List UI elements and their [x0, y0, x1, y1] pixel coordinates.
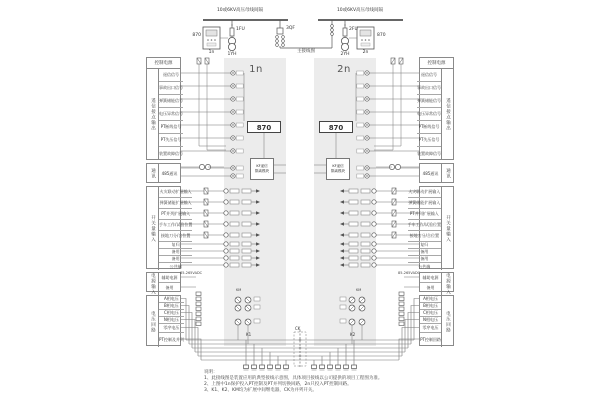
table-row: 手车工作/试验位置: [408, 220, 441, 231]
left-table-group5: [146, 295, 184, 346]
left-table-group2: [146, 163, 181, 183]
device-right-model: 870: [377, 33, 386, 38]
main-wiring-label: 主接线图: [297, 49, 315, 54]
table-row: N相电压: [159, 317, 184, 324]
notes-block: [204, 370, 484, 394]
table-row: 装置故障信号: [417, 150, 441, 156]
table-row: 装置故障信号: [159, 150, 183, 156]
left-g1-vertical-label: 遥信接点输出: [147, 69, 159, 160]
relay-870-right: [319, 121, 353, 133]
table-row: 遥信信号: [159, 69, 183, 82]
table-row: PT控制及并列: [159, 337, 184, 342]
relay-870-right-label: 870: [328, 124, 344, 132]
bus-left-label: 10或6KV高压母线间隔: [216, 8, 264, 13]
table-row: 弹簧储能扩展输入: [159, 198, 192, 209]
table-row: 辅助电源: [159, 273, 180, 283]
table-row: 备用: [159, 256, 192, 263]
kf-module-left-line1: KF遥信: [256, 164, 268, 169]
table-row: A相电压: [159, 296, 184, 303]
table-row: 遥信信号: [417, 69, 441, 82]
left-g1-header: 控制电源: [147, 58, 180, 69]
left-g3-vertical-label: 开关量输入: [147, 187, 159, 270]
tie-breaker-label: 3QF: [286, 26, 295, 31]
power-note-right: 85-265VADC: [398, 271, 421, 275]
fuse-right-label: 2FU: [349, 27, 358, 32]
relay-module-right-label: KM: [356, 288, 362, 292]
right-g1-header: 控制电源: [420, 58, 453, 69]
table-row: 备用: [408, 249, 441, 256]
kf-module-right: [326, 158, 350, 180]
note-item-3: 3、K1、K2、KM均为扩展中间继电器，CK为并列开关。: [204, 388, 317, 393]
left-g2-vertical-label: 通讯: [147, 164, 159, 183]
table-row: 事故出口信号: [417, 82, 441, 95]
kf-module-right-line2: 隔离模块: [331, 169, 345, 173]
table-row: 弹簧储能信号: [417, 95, 441, 108]
table-row: C相电压: [420, 310, 441, 317]
right-table-group1: [419, 57, 454, 160]
table-row: 火灾联动扩展输入: [408, 187, 441, 198]
right-g3-vertical-label: 开关量输入: [441, 187, 453, 270]
table-row: C相电压: [159, 310, 184, 317]
relay-module-left-label: KM: [236, 288, 242, 292]
table-row: 手车工作/试验位置: [159, 220, 192, 231]
panel-2n-title: 2n: [337, 64, 351, 75]
relay-870-left-label: 870: [256, 124, 272, 132]
right-table-group3: [407, 186, 454, 269]
table-row: PT失压信号: [159, 134, 183, 147]
note-item-2: 2、上图中1n保护投入PT控制及PT并列切换回路，2n只投入PT控制回路。: [204, 382, 352, 387]
right-g2-vertical-label: 通讯: [441, 164, 453, 183]
relay-k2-label: K2: [350, 332, 356, 337]
table-row: 485通讯: [422, 170, 439, 176]
pt-right-label: 2YH: [340, 52, 350, 57]
note-item-1: 1、此接线图是装置应用的典型接线示意图，具体项目接线以公司提供的项目工程图为准。: [204, 376, 383, 381]
relay-870-left: [247, 121, 281, 133]
kf-module-left-line2: 隔离模块: [255, 169, 269, 173]
table-row: 事故出口信号: [159, 82, 183, 95]
table-row: 零序电压: [420, 324, 441, 333]
kf-module-right-line1: KF遥信: [332, 164, 344, 169]
table-row: N相电压: [420, 317, 441, 324]
left-table-group4: [146, 272, 181, 295]
table-row: PT并列扩展输入: [159, 209, 192, 220]
relay-k1-label: K1: [246, 332, 252, 337]
table-row: B相电压: [420, 303, 441, 310]
table-row: PT断线信号: [159, 121, 183, 134]
table-row: PT控制回路: [420, 337, 441, 342]
parallel-switch-label: CK: [295, 326, 301, 331]
device-left-model: 870: [192, 33, 201, 38]
left-g4-vertical-label: 电源输入: [147, 273, 159, 295]
device-right-name: 2n: [362, 50, 369, 55]
fuse-left-label: 1FU: [236, 27, 245, 32]
table-row: 接地刀分/合位置: [159, 231, 192, 242]
right-table-group5: [419, 295, 454, 346]
table-row: 公共端: [169, 263, 182, 269]
table-row: PT并列扩展输入: [408, 209, 441, 220]
bus-right-label: 10或6KV高压母线间隔: [336, 8, 384, 13]
table-row: 公共端: [418, 263, 431, 269]
left-g5-vertical-label: 电压回路: [147, 296, 159, 347]
right-g1-vertical-label: 遥信接点输出: [441, 69, 453, 160]
table-row: 弹簧储能信号: [159, 95, 183, 108]
table-row: 复归: [408, 242, 441, 249]
right-table-group2: [419, 163, 454, 183]
right-g5-vertical-label: 电压回路: [441, 296, 453, 347]
table-row: 电压异常信号: [417, 108, 441, 121]
panel-1n-title: 1n: [249, 64, 263, 75]
table-row: 备用: [165, 285, 174, 290]
table-row: 辅助电源: [420, 273, 441, 283]
table-row: 复归: [159, 242, 192, 249]
table-row: 弹簧储能扩展输入: [408, 198, 441, 209]
table-row: 备用: [408, 256, 441, 263]
device-left-name: 1n: [208, 50, 215, 55]
left-table-group1: [146, 57, 181, 160]
table-row: 零序电压: [159, 324, 184, 333]
power-note-left: 85-265VADC: [180, 271, 203, 275]
table-row: 备用: [426, 285, 435, 290]
right-table-group4: [419, 272, 454, 295]
table-row: PT失压信号: [417, 134, 441, 147]
notes-title: 说明：: [204, 370, 218, 375]
table-row: 接地刀分/合位置: [408, 231, 441, 242]
table-row: 备用: [159, 249, 192, 256]
table-row: PT断线信号: [417, 121, 441, 134]
table-row: 电压异常信号: [159, 108, 183, 121]
left-table-group3: [146, 186, 193, 269]
kf-module-left: [250, 158, 274, 180]
pt-left-label: 1YH: [227, 52, 237, 57]
table-row: A相电压: [420, 296, 441, 303]
table-row: 485通讯: [161, 170, 178, 176]
table-row: B相电压: [159, 303, 184, 310]
right-g4-vertical-label: 电源输入: [441, 273, 453, 295]
table-row: 火灾联动扩展输入: [159, 187, 192, 198]
